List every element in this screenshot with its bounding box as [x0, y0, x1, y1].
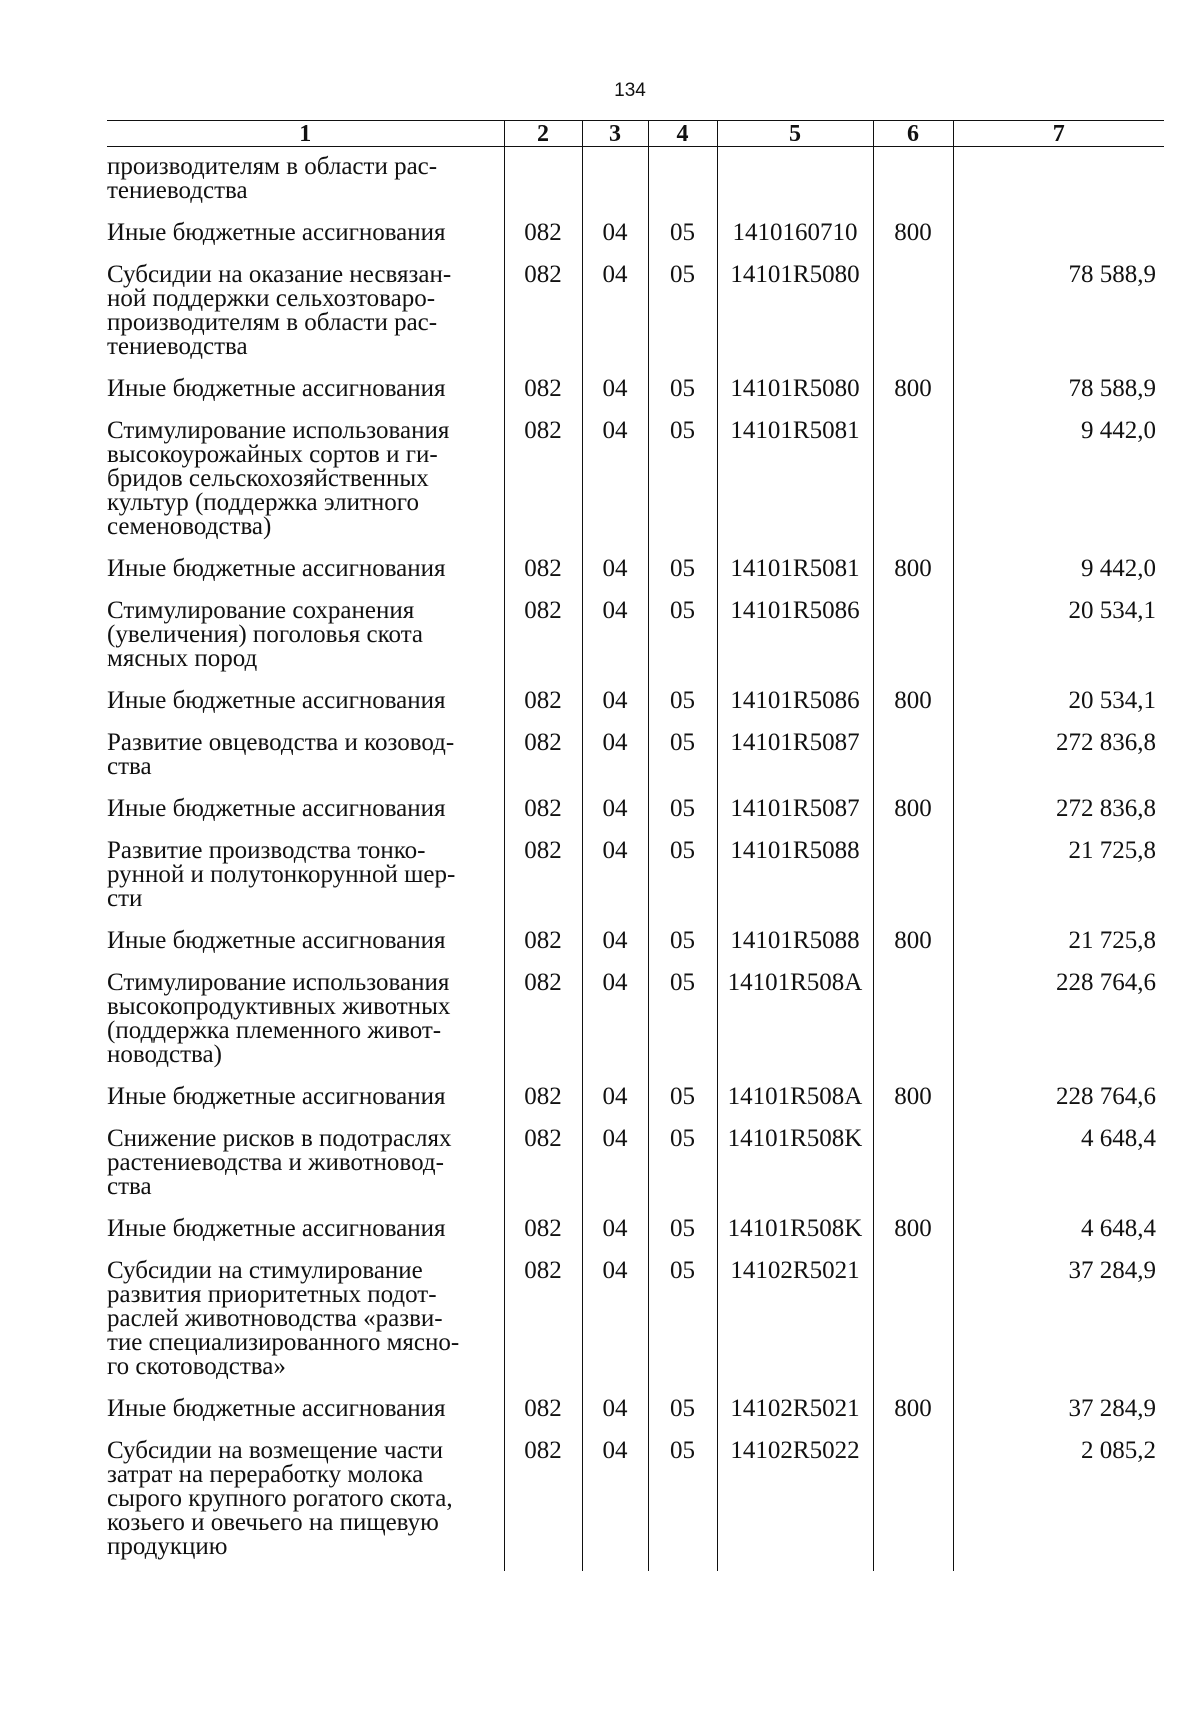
admin-code: 082 — [504, 221, 582, 263]
admin-code: 082 — [504, 1439, 582, 1571]
row-description — [107, 1127, 504, 1217]
admin-code — [504, 147, 582, 222]
row-description — [107, 1439, 504, 1571]
amount — [953, 147, 1164, 222]
table-row — [107, 1085, 1164, 1127]
description-line: мясных пород — [107, 645, 258, 672]
subsection-code: 05 — [648, 419, 717, 557]
amount: 78 588,9 — [953, 263, 1164, 377]
description-line: Субсидии на стимулирование — [107, 1257, 423, 1284]
row-description — [107, 221, 504, 263]
target-article-code: 14101R5086 — [717, 689, 873, 731]
description-line: тениеводства — [107, 333, 248, 360]
expense-type-code — [873, 731, 953, 797]
section-code — [582, 147, 648, 222]
table-row — [107, 1397, 1164, 1439]
table-row — [107, 971, 1164, 1085]
row-description — [107, 1217, 504, 1259]
description-line: ной поддержки сельхозтоваро- — [107, 285, 436, 312]
page-number: 134 — [614, 80, 646, 101]
row-description — [107, 731, 504, 797]
section-code: 04 — [582, 1127, 648, 1217]
amount: 4 648,4 — [953, 1127, 1164, 1217]
subsection-code: 05 — [648, 797, 717, 839]
description-line: новодства) — [107, 1041, 222, 1068]
section-code: 04 — [582, 557, 648, 599]
target-article-code: 14101R5086 — [717, 599, 873, 689]
table-row — [107, 1217, 1164, 1259]
subsection-code: 05 — [648, 689, 717, 731]
description-line: Стимулирование сохранения — [107, 597, 415, 624]
section-code: 04 — [582, 599, 648, 689]
amount: 20 534,1 — [953, 599, 1164, 689]
row-description — [107, 797, 504, 839]
expense-type-code: 800 — [873, 1217, 953, 1259]
section-code: 04 — [582, 971, 648, 1085]
table-row — [107, 1127, 1164, 1217]
amount: 21 725,8 — [953, 929, 1164, 971]
section-code: 04 — [582, 1439, 648, 1571]
amount: 9 442,0 — [953, 557, 1164, 599]
description-line: тие специализированного мясно- — [107, 1329, 460, 1356]
description-line: Иные бюджетные ассигнования — [107, 687, 446, 714]
table-row — [107, 147, 1164, 222]
admin-code: 082 — [504, 263, 582, 377]
description-line: Развитие производства тонко- — [107, 837, 426, 864]
subsection-code: 05 — [648, 839, 717, 929]
expense-type-code: 800 — [873, 929, 953, 971]
section-code: 04 — [582, 839, 648, 929]
target-article-code: 14101R5087 — [717, 731, 873, 797]
section-code: 04 — [582, 1217, 648, 1259]
subsection-code: 05 — [648, 971, 717, 1085]
admin-code: 082 — [504, 689, 582, 731]
expense-type-code: 800 — [873, 1397, 953, 1439]
table-row — [107, 797, 1164, 839]
target-article-code: 14101R5080 — [717, 263, 873, 377]
admin-code: 082 — [504, 1127, 582, 1217]
admin-code: 082 — [504, 1085, 582, 1127]
expense-type-code: 800 — [873, 221, 953, 263]
description-line: (увеличения) поголовья скота — [107, 621, 424, 648]
subsection-code: 05 — [648, 557, 717, 599]
description-line: Иные бюджетные ассигнования — [107, 375, 446, 402]
section-code: 04 — [582, 1085, 648, 1127]
description-line: рунной и полутонкорунной шер- — [107, 861, 456, 888]
row-description — [107, 263, 504, 377]
description-line: сырого крупного рогатого скота, — [107, 1485, 453, 1512]
admin-code: 082 — [504, 419, 582, 557]
subsection-code: 05 — [648, 1259, 717, 1397]
target-article-code: 14101R5081 — [717, 419, 873, 557]
description-line: ства — [107, 753, 152, 780]
row-description — [107, 1259, 504, 1397]
section-code: 04 — [582, 689, 648, 731]
table-row — [107, 221, 1164, 263]
description-line: высокопродуктивных животных — [107, 993, 451, 1020]
admin-code: 082 — [504, 929, 582, 971]
subsection-code: 05 — [648, 1217, 717, 1259]
description-line: Иные бюджетные ассигнования — [107, 1083, 446, 1110]
subsection-code: 05 — [648, 263, 717, 377]
description-line: (поддержка племенного живот- — [107, 1017, 442, 1044]
target-article-code: 14102R5021 — [717, 1397, 873, 1439]
subsection-code: 05 — [648, 731, 717, 797]
description-line: производителям в области рас- — [107, 153, 438, 180]
subsection-code: 05 — [648, 377, 717, 419]
section-code: 04 — [582, 1397, 648, 1439]
table-row — [107, 929, 1164, 971]
row-description — [107, 419, 504, 557]
table-row — [107, 377, 1164, 419]
row-description — [107, 689, 504, 731]
subsection-code: 05 — [648, 1439, 717, 1571]
description-line: культур (поддержка элитного — [107, 489, 419, 516]
description-line: сти — [107, 885, 143, 912]
table-body — [107, 147, 1164, 1572]
target-article-code: 14101R5088 — [717, 929, 873, 971]
row-description — [107, 971, 504, 1085]
subsection-code — [648, 147, 717, 222]
expense-type-code: 800 — [873, 797, 953, 839]
subsection-code: 05 — [648, 1397, 717, 1439]
amount: 228 764,6 — [953, 971, 1164, 1085]
admin-code: 082 — [504, 1217, 582, 1259]
target-article-code: 14102R5022 — [717, 1439, 873, 1571]
table-row — [107, 689, 1164, 731]
expense-type-code: 800 — [873, 557, 953, 599]
target-article-code: 14101R5080 — [717, 377, 873, 419]
table-row — [107, 1259, 1164, 1397]
description-line: семеноводства) — [107, 513, 272, 540]
subsection-code: 05 — [648, 599, 717, 689]
table-row — [107, 1439, 1164, 1571]
description-line: ства — [107, 1173, 152, 1200]
section-code: 04 — [582, 731, 648, 797]
amount: 272 836,8 — [953, 797, 1164, 839]
target-article-code: 14101R5087 — [717, 797, 873, 839]
column-header-3: 3 — [582, 121, 648, 147]
subsection-code: 05 — [648, 221, 717, 263]
admin-code: 082 — [504, 971, 582, 1085]
section-code: 04 — [582, 263, 648, 377]
description-line: Стимулирование использования — [107, 969, 450, 996]
description-line: го скотоводства» — [107, 1353, 286, 1380]
expense-type-code: 800 — [873, 689, 953, 731]
description-line: Иные бюджетные ассигнования — [107, 1215, 446, 1242]
amount: 21 725,8 — [953, 839, 1164, 929]
target-article-code: 14101R5081 — [717, 557, 873, 599]
column-header-6: 6 — [873, 121, 953, 147]
admin-code: 082 — [504, 839, 582, 929]
subsection-code: 05 — [648, 1085, 717, 1127]
description-line: Субсидии на оказание несвязан- — [107, 261, 452, 288]
row-description — [107, 1397, 504, 1439]
target-article-code — [717, 147, 873, 222]
admin-code: 082 — [504, 1259, 582, 1397]
expense-type-code — [873, 1439, 953, 1571]
description-line: козьего и овечьего на пищевую — [107, 1509, 439, 1536]
description-line: Иные бюджетные ассигнования — [107, 1395, 446, 1422]
expense-type-code — [873, 147, 953, 222]
row-description — [107, 839, 504, 929]
section-code: 04 — [582, 929, 648, 971]
subsection-code: 05 — [648, 929, 717, 971]
target-article-code: 14101R5088 — [717, 839, 873, 929]
row-description — [107, 1085, 504, 1127]
row-description — [107, 147, 504, 222]
row-description — [107, 557, 504, 599]
section-code: 04 — [582, 1259, 648, 1397]
description-line: продукцию — [107, 1533, 228, 1560]
target-article-code: 14101R508A — [717, 971, 873, 1085]
table-header — [107, 121, 1164, 147]
admin-code: 082 — [504, 797, 582, 839]
amount: 37 284,9 — [953, 1259, 1164, 1397]
table-row — [107, 731, 1164, 797]
amount: 37 284,9 — [953, 1397, 1164, 1439]
admin-code: 082 — [504, 731, 582, 797]
column-header-5: 5 — [717, 121, 873, 147]
expense-type-code: 800 — [873, 1085, 953, 1127]
description-line: развития приоритетных подот- — [107, 1281, 437, 1308]
section-code: 04 — [582, 221, 648, 263]
target-article-code: 14101R508K — [717, 1127, 873, 1217]
expense-type-code — [873, 839, 953, 929]
expense-type-code: 800 — [873, 377, 953, 419]
expense-type-code — [873, 419, 953, 557]
table-row — [107, 263, 1164, 377]
row-description — [107, 377, 504, 419]
expense-type-code — [873, 599, 953, 689]
target-article-code: 14101R508A — [717, 1085, 873, 1127]
admin-code: 082 — [504, 599, 582, 689]
column-header-2: 2 — [504, 121, 582, 147]
description-line: тениеводства — [107, 177, 248, 204]
description-line: Иные бюджетные ассигнования — [107, 555, 446, 582]
amount — [953, 221, 1164, 263]
expense-type-code — [873, 263, 953, 377]
description-line: Стимулирование использования — [107, 417, 450, 444]
description-line: Иные бюджетные ассигнования — [107, 219, 446, 246]
section-code: 04 — [582, 377, 648, 419]
column-header-1: 1 — [107, 121, 504, 147]
expense-type-code — [873, 971, 953, 1085]
section-code: 04 — [582, 419, 648, 557]
section-code: 04 — [582, 797, 648, 839]
column-header-7: 7 — [953, 121, 1164, 147]
amount: 20 534,1 — [953, 689, 1164, 731]
description-line: Субсидии на возмещение части — [107, 1437, 443, 1464]
row-description — [107, 599, 504, 689]
admin-code: 082 — [504, 377, 582, 419]
description-line: затрат на переработку молока — [107, 1461, 424, 1488]
expense-type-code — [873, 1127, 953, 1217]
amount: 78 588,9 — [953, 377, 1164, 419]
budget-table — [107, 120, 1164, 1571]
column-header-4: 4 — [648, 121, 717, 147]
amount: 9 442,0 — [953, 419, 1164, 557]
expense-type-code — [873, 1259, 953, 1397]
amount: 228 764,6 — [953, 1085, 1164, 1127]
amount: 4 648,4 — [953, 1217, 1164, 1259]
table-row — [107, 419, 1164, 557]
target-article-code: 1410160710 — [717, 221, 873, 263]
admin-code: 082 — [504, 557, 582, 599]
target-article-code: 14101R508K — [717, 1217, 873, 1259]
description-line: Снижение рисков в подотраслях — [107, 1125, 452, 1152]
amount: 272 836,8 — [953, 731, 1164, 797]
admin-code: 082 — [504, 1397, 582, 1439]
description-line: производителям в области рас- — [107, 309, 438, 336]
table-row — [107, 599, 1164, 689]
description-line: Иные бюджетные ассигнования — [107, 927, 446, 954]
description-line: бридов сельскохозяйственных — [107, 465, 429, 492]
amount: 2 085,2 — [953, 1439, 1164, 1571]
description-line: Развитие овцеводства и козовод- — [107, 729, 455, 756]
description-line: раслей животноводства «разви- — [107, 1305, 443, 1332]
description-line: высокоурожайных сортов и ги- — [107, 441, 438, 468]
subsection-code: 05 — [648, 1127, 717, 1217]
row-description — [107, 929, 504, 971]
description-line: растениеводства и животновод- — [107, 1149, 444, 1176]
table-row — [107, 557, 1164, 599]
table-row — [107, 839, 1164, 929]
target-article-code: 14102R5021 — [717, 1259, 873, 1397]
description-line: Иные бюджетные ассигнования — [107, 795, 446, 822]
